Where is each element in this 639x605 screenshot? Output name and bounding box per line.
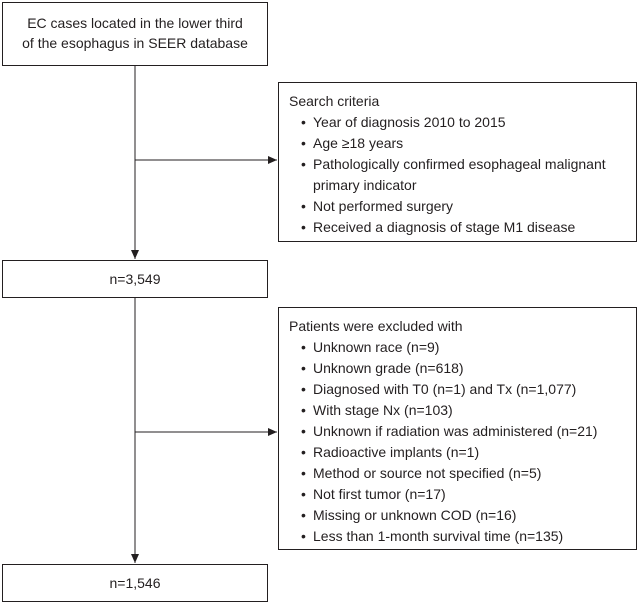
count-after-search: n=3,549 xyxy=(109,271,161,287)
exclusion-text: Missing or unknown COD (n=16) xyxy=(313,507,517,523)
exclusion-item xyxy=(289,526,636,547)
search-criteria-box xyxy=(278,82,637,242)
exclusion-item xyxy=(289,442,636,463)
criteria-item xyxy=(289,217,636,238)
bullet-icon: • xyxy=(301,339,306,355)
bullet-icon: • xyxy=(301,465,306,481)
exclusion-heading: Patients were excluded with xyxy=(289,318,463,334)
final-count: n=1,546 xyxy=(109,575,161,591)
exclusion-item xyxy=(289,337,636,358)
bullet-icon: • xyxy=(301,135,306,151)
criteria-text: Received a diagnosis of stage M1 disease xyxy=(313,219,576,235)
exclusion-text: Not first tumor (n=17) xyxy=(313,486,446,502)
bullet-icon: • xyxy=(301,114,306,130)
bullet-icon: • xyxy=(301,198,306,214)
exclusion-text: Method or source not specified (n=5) xyxy=(313,465,542,481)
bullet-icon: • xyxy=(301,381,306,397)
criteria-item xyxy=(289,112,636,133)
exclusion-item xyxy=(289,421,636,442)
criteria-item xyxy=(289,154,636,196)
exclusion-item xyxy=(289,463,636,484)
exclusion-item xyxy=(289,400,636,421)
criteria-item xyxy=(289,133,636,154)
criteria-text: Year of diagnosis 2010 to 2015 xyxy=(313,114,506,130)
bullet-icon: • xyxy=(301,360,306,376)
exclusion-text: With stage Nx (n=103) xyxy=(313,402,453,418)
exclusion-item xyxy=(289,505,636,526)
bullet-icon: • xyxy=(301,423,306,439)
exclusion-criteria-box xyxy=(278,307,637,550)
exclusion-item xyxy=(289,379,636,400)
final-count-box xyxy=(2,564,268,602)
bullet-icon: • xyxy=(301,444,306,460)
source-line-2: of the esophagus in SEER database xyxy=(22,35,248,51)
criteria-item xyxy=(289,196,636,217)
bullet-icon: • xyxy=(301,402,306,418)
exclusion-text: Unknown if radiation was administered (n=21) xyxy=(313,423,598,439)
exclusion-text: Less than 1-month survival time (n=135) xyxy=(313,528,564,544)
bullet-icon: • xyxy=(301,486,306,502)
source-cases-box xyxy=(2,2,268,66)
source-line-1: EC cases located in the lower third xyxy=(27,15,243,31)
criteria-text: Pathologically confirmed esophageal malignant primary indicator xyxy=(313,156,606,193)
bullet-icon: • xyxy=(301,507,306,523)
bullet-icon: • xyxy=(301,156,306,172)
criteria-text: Not performed surgery xyxy=(313,198,454,214)
bullet-icon: • xyxy=(301,219,306,235)
exclusion-text: Unknown race (n=9) xyxy=(313,339,440,355)
exclusion-item xyxy=(289,358,636,379)
bullet-icon: • xyxy=(301,528,306,544)
exclusion-item xyxy=(289,484,636,505)
exclusion-text: Unknown grade (n=618) xyxy=(313,360,464,376)
exclusion-text: Diagnosed with T0 (n=1) and Tx (n=1,077) xyxy=(313,381,577,397)
count-after-search-box xyxy=(2,260,268,298)
search-criteria-heading: Search criteria xyxy=(289,93,380,109)
criteria-text: Age ≥18 years xyxy=(313,135,404,151)
exclusion-text: Radioactive implants (n=1) xyxy=(313,444,480,460)
